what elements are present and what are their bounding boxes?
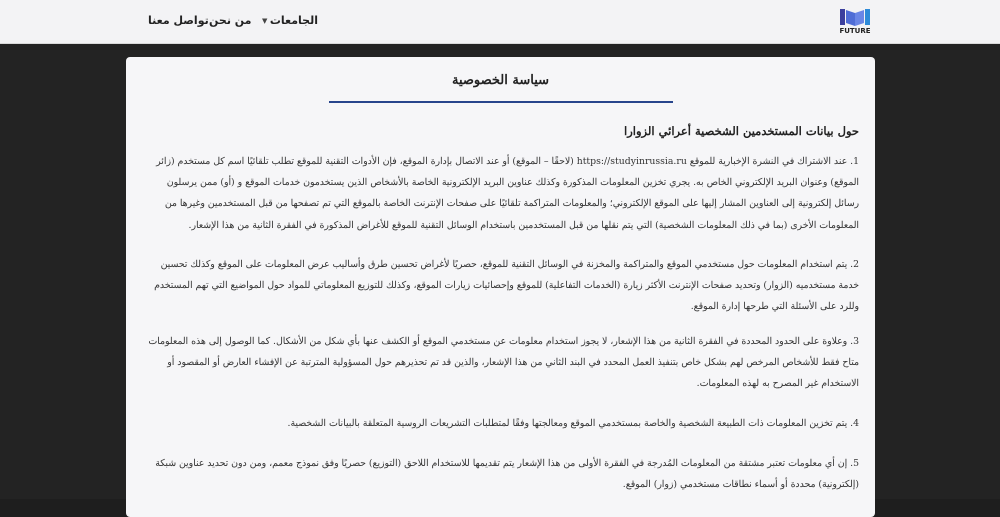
nav-about-us[interactable]: من نحن (209, 14, 252, 27)
policy-paragraph-4: 4. يتم تخزين المعلومات ذات الطبيعة الشخصية والخاصة بمستخدمي الموقع ومعالجتها وفقًا لمتطلبات التشريعات الروسية المتعلقة بالبيانات الشخصية. (287, 418, 859, 429)
nav-contact-us[interactable]: تواصل معنا (148, 14, 209, 27)
title-underline (329, 101, 673, 103)
policy-paragraph-5: 5. إن أي معلومات تعتبر مشتقة من المعلومات المُدرجة في الفقرة الأولى من هذا الإشعار يتم تقديمها للاستخدام اللاحق (التوزيع) حصريًا وفق نموذج معمم، ومن دون تحديد عناوين شبكة (إلكترونية) محددة أو أسماء نطاقات مستخدمي (زوار) الموقع. (155, 458, 859, 491)
chevron-down-icon[interactable]: ▼ (262, 17, 268, 25)
policy-paragraph-3: 3. وعلاوة على الحدود المحددة في الفقرة الثانية من هذا الإشعار، لا يجوز استخدام معلومات عن مستخدمي الموقع أو الكشف عنها بأي شكل من الأشكال. كما الوصول إلى هذه المعلومات متاح فقط للأشخاص المرخص لهم بشكل خاص بتنفيذ العمل المحدد في البند الثاني من هذا الإشعار، والذين قد تم تحذيرهم حول المسؤولية المترتبة عن الإفشاء العارض أو المقصود أو الاستخدام غير المصرح به لهذه المعلومات. (148, 336, 859, 390)
top-navbar (0, 0, 1000, 44)
policy-paragraph-2: 2. يتم استخدام المعلومات حول مستخدمي الموقع والمتراكمة والمخزنة في الوسائل التقنية للموقع، حصريًا لأغراض تحسين طرق وأساليب عرض المعلومات على الموقع وكذلك تحسين خدمة مستخدميه (الزوار) وتحديد صفحات الإنترنت الأكثر زيارة (الخدمات التفاعلية) للموقع وإحصائيات زيارات الموقع، وكذلك للتوزيع المعلوماتي للمواد حول المواضيع التي تهم المستخدم وللرد على الأسئلة التي طرحها إدارة الموقع. (154, 259, 859, 313)
future-logo[interactable] (838, 6, 872, 38)
policy-paragraph-1: 1. عند الاشتراك في النشرة الإخبارية للموقع https://studyinrussia.ru (لاحقًا – الموقع) أو عند الاتصال بإدارة الموقع، فإن الأدوات التقنية للموقع تطلب تلقائيًا اسم كل مستخدم (زائر الموقع) وعنوان البريد الإلكتروني الخاص به. يجري تخزين المعلومات المذكورة وكذلك عناوين البريد الإلكترونية الخاصة بالأشخاص الذين يستخدمون خدمات الموقع و (أو) ممن يرسلون رسائل إلكترونية إلى العناوين المشار إليها على الموقع الإلكتروني؛ والمعلومات المتراكمة تلقائيًا على صفحات الإنترنت الخاصة بالموقع التي تم تصفحها من قبل المستخدمين وغيرها من المعلومات الأخرى (بما في ذلك المعلومات الشخصية) التي يتم نقلها من قبل المستخدمين باستخدام الوسائل التقنية للموقع للأغراض المذكورة في الفقرة الثانية من هذا الإشعار. (156, 156, 859, 231)
page-title: سياسة الخصوصية (451, 73, 550, 88)
nav-universities[interactable]: الجامعات (269, 14, 318, 27)
book-logo-icon (838, 6, 872, 28)
logo-text: FUTURE (839, 27, 871, 35)
section-heading: حول بيانات المستخدمين الشخصية أعرائي الزوارا (624, 124, 859, 138)
privacy-policy-panel (126, 57, 875, 517)
